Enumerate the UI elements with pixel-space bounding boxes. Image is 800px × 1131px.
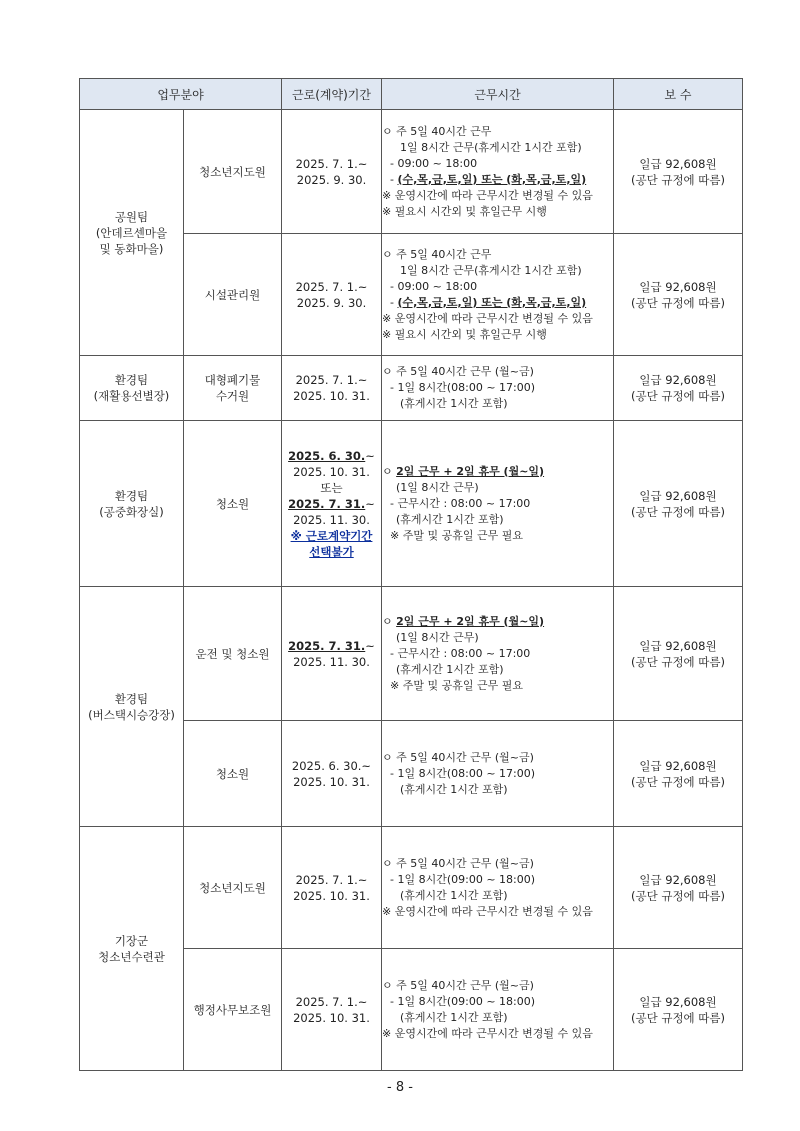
- table-row: [80, 110, 743, 234]
- work-hours: ㅇ 주 5일 40시간 근무 (월~금) - 1일 8시간(08:00 ~ 17:00) (휴게시간 1시간 포함): [382, 721, 614, 827]
- header-hours: 근무시간: [382, 79, 614, 110]
- table-row: [80, 356, 743, 421]
- pay: 일급 92,608원 (공단 규정에 따름): [614, 949, 743, 1071]
- job-title: 청소원: [184, 721, 282, 827]
- job-title: 시설관리원: [184, 234, 282, 356]
- work-hours: ㅇ 주 5일 40시간 근무 1일 8시간 근무(휴게시간 1시간 포함) - 09:00 ~ 18:00 - (수,목,금,토,일) 또는 (화,목,금,토,일) ※ 운영시간에 따라 근무시간 변경될 수 있음 ※ 필요시 시간외 및 휴일근무 시행: [382, 110, 614, 234]
- workdays-emphasis: (수,목,금,토,일) 또는 (화,목,금,토,일): [397, 172, 587, 186]
- job-title: 청소년지도원: [184, 827, 282, 949]
- contract-period: 2025. 7. 1.~ 2025. 10. 31.: [282, 827, 382, 949]
- work-hours: ㅇ 2일 근무 + 2일 휴무 (월~일) (1일 8시간 근무) - 근무시간 : 08:00 ~ 17:00 (휴게시간 1시간 포함) ※ 주말 및 공휴일 근무 필요: [382, 421, 614, 587]
- table-row: [80, 827, 743, 949]
- period-notice: ※ 근로계약기간: [290, 528, 373, 543]
- workdays-emphasis: (수,목,금,토,일) 또는 (화,목,금,토,일): [397, 295, 587, 309]
- header-row: [80, 79, 743, 110]
- pay: 일급 92,608원 (공단 규정에 따름): [614, 234, 743, 356]
- job-title: 운전 및 청소원: [184, 587, 282, 721]
- job-title: 청소원: [184, 421, 282, 587]
- team-env-toilet: 환경팀 (공중화장실): [80, 421, 184, 587]
- job-title: 행정사무보조원: [184, 949, 282, 1071]
- pay: 일급 92,608원 (공단 규정에 따름): [614, 721, 743, 827]
- pay: 일급 92,608원 (공단 규정에 따름): [614, 421, 743, 587]
- header-field: 업무분야: [80, 79, 282, 110]
- pay: 일급 92,608원 (공단 규정에 따름): [614, 110, 743, 234]
- recruitment-table: [79, 78, 743, 1071]
- contract-period: 2025. 6. 30.~ 2025. 10. 31.: [282, 721, 382, 827]
- work-hours: ㅇ 주 5일 40시간 근무 (월~금) - 1일 8시간(09:00 ~ 18:00) (휴게시간 1시간 포함) ※ 운영시간에 따라 근무시간 변경될 수 있음: [382, 827, 614, 949]
- contract-period: 2025. 7. 1.~ 2025. 10. 31.: [282, 356, 382, 421]
- table-row: [80, 421, 743, 587]
- team-env-bus: 환경팀 (버스택시승강장): [80, 587, 184, 827]
- contract-period: 2025. 7. 31.~ 2025. 11. 30.: [282, 587, 382, 721]
- contract-period: 2025. 7. 1.~ 2025. 10. 31.: [282, 949, 382, 1071]
- page-number: - 8 -: [387, 1080, 413, 1095]
- job-title: 청소년지도원: [184, 110, 282, 234]
- pay: 일급 92,608원 (공단 규정에 따름): [614, 827, 743, 949]
- work-hours: ㅇ 주 5일 40시간 근무 (월~금) - 1일 8시간(09:00 ~ 18:00) (휴게시간 1시간 포함) ※ 운영시간에 따라 근무시간 변경될 수 있음: [382, 949, 614, 1071]
- shift-emphasis: 2일 근무 + 2일 휴무 (월~일): [396, 614, 545, 628]
- work-hours: ㅇ 주 5일 40시간 근무 (월~금) - 1일 8시간(08:00 ~ 17:00) (휴게시간 1시간 포함): [382, 356, 614, 421]
- job-title: 대형폐기물 수거원: [184, 356, 282, 421]
- contract-period: 2025. 7. 1.~ 2025. 9. 30.: [282, 234, 382, 356]
- team-youth-center: 기장군 청소년수련관: [80, 827, 184, 1071]
- pay: 일급 92,608원 (공단 규정에 따름): [614, 587, 743, 721]
- team-env-recycle: 환경팀 (재활용선별장): [80, 356, 184, 421]
- contract-period: 2025. 6. 30.~ 2025. 10. 31. 또는 2025. 7. 31.~ 2025. 11. 30. ※ 근로계약기간 선택불가: [282, 421, 382, 587]
- work-hours: ㅇ 주 5일 40시간 근무 1일 8시간 근무(휴게시간 1시간 포함) - 09:00 ~ 18:00 - (수,목,금,토,일) 또는 (화,목,금,토,일) ※ 운영시간에 따라 근무시간 변경될 수 있음 ※ 필요시 시간외 및 휴일근무 시행: [382, 234, 614, 356]
- header-pay: 보 수: [614, 79, 743, 110]
- table-row: [80, 587, 743, 721]
- period-notice: 선택불가: [309, 544, 354, 559]
- work-hours: ㅇ 2일 근무 + 2일 휴무 (월~일) (1일 8시간 근무) - 근무시간 : 08:00 ~ 17:00 (휴게시간 1시간 포함) ※ 주말 및 공휴일 근무 필요: [382, 587, 614, 721]
- contract-period: 2025. 7. 1.~ 2025. 9. 30.: [282, 110, 382, 234]
- header-period: 근로(계약)기간: [282, 79, 382, 110]
- shift-emphasis: 2일 근무 + 2일 휴무 (월~일): [396, 464, 545, 478]
- team-park: 공원팀 (안데르센마을 및 동화마을): [80, 110, 184, 356]
- pay: 일급 92,608원 (공단 규정에 따름): [614, 356, 743, 421]
